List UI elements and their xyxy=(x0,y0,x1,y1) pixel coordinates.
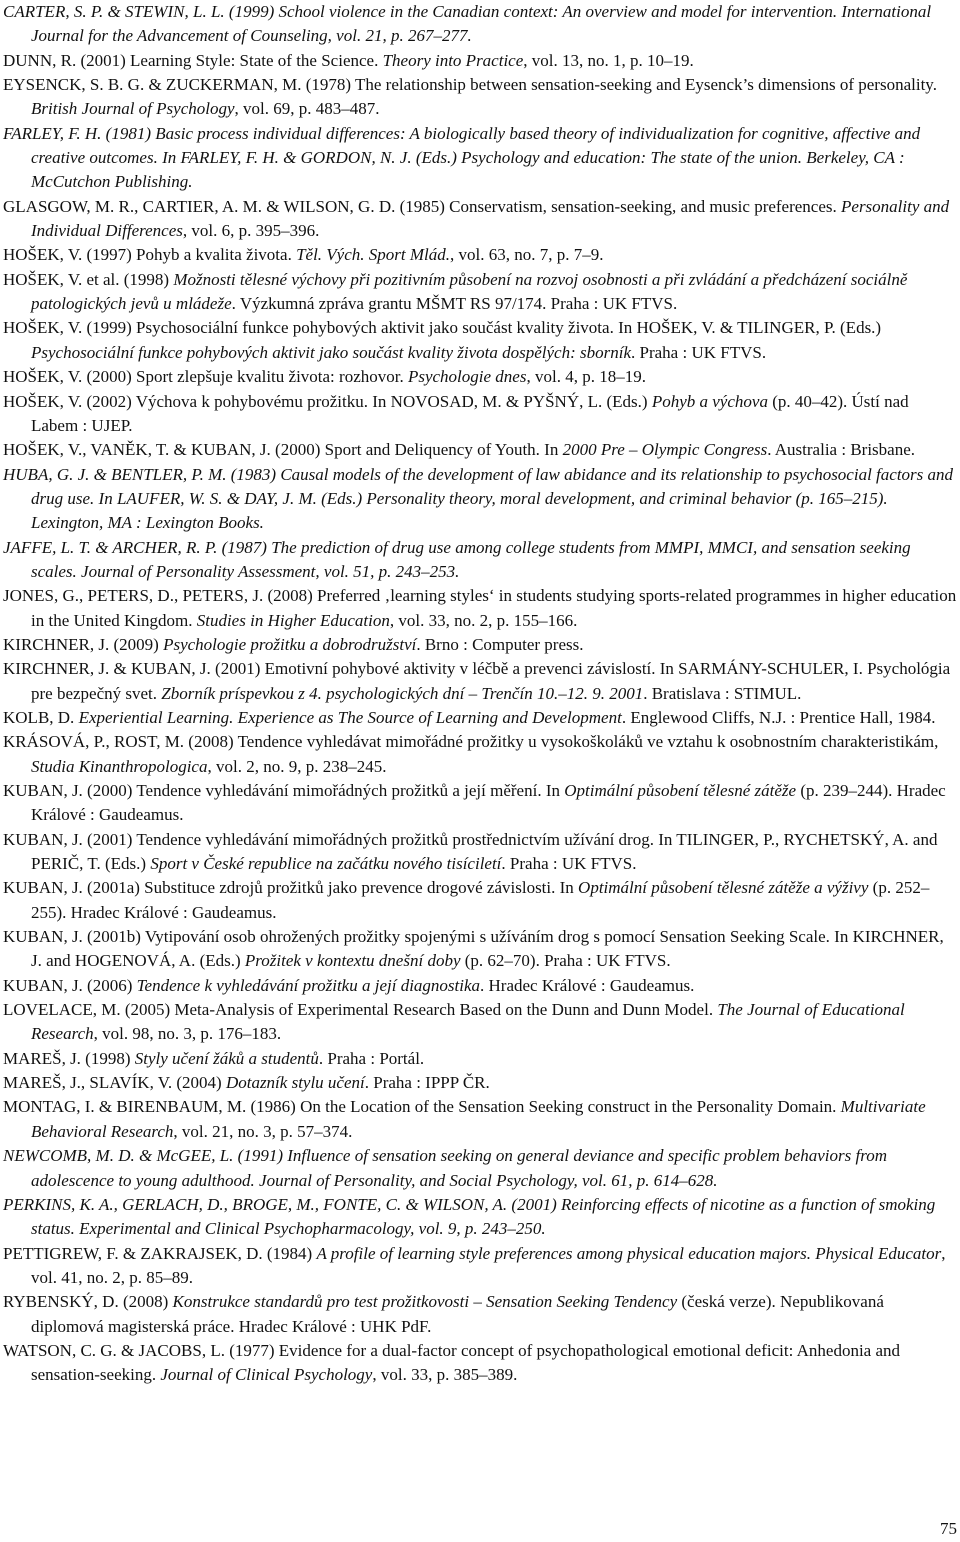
reference-text: HOŠEK, V. (1999) Psychosociální funkce pohybových aktivit jako součást kvality života. In HOŠEK, V. & TILINGER, P. (Eds.) xyxy=(3,318,882,338)
reference-entry xyxy=(3,0,958,49)
reference-text: NEWCOMB, M. D. & McGEE, L. (1991) Influence of sensation seeking on general deviance and specific problem behaviors from adolescence to young adulthood. Journal of Personality, and Social Psychology, vol. 61, p. 614–628. xyxy=(3,1146,887,1190)
reference-text: MONTAG, I. & BIRENBAUM, M. (1986) On the Location of the Sensation Seeking construct in the Personality Domain. xyxy=(3,1097,841,1117)
reference-entry xyxy=(3,49,958,73)
reference-text: . Englewood Cliffs, N.J. : Prentice Hall, 1984. xyxy=(621,707,936,727)
reference-text: (p. 239–244). Hradec Králové : Gaudeamus. xyxy=(31,781,946,825)
reference-title: Journal of Clinical Psychology xyxy=(160,1365,373,1385)
reference-text: (p. 40–42). Ústí nad Labem : UJEP. xyxy=(31,391,909,435)
reference-text: JAFFE, L. T. & ARCHER, R. P. (1987) The prediction of drug use among college students from MMPI, MMCI, and sensation seeking scales. Journal of Personality Assessment, vol. 51, p. 243–253. xyxy=(3,537,911,581)
reference-entry xyxy=(3,706,958,730)
reference-entry xyxy=(3,779,958,828)
reference-text: KUBAN, J. (2006) xyxy=(3,975,137,995)
reference-title: Psychosociální funkce pohybových aktivit jako součást kvality života dospělých: sborník xyxy=(31,342,632,362)
reference-entry xyxy=(3,828,958,877)
reference-title: A profile of learning style preferences among physical education majors. Physical Educator xyxy=(316,1243,942,1263)
reference-title: Dotazník stylu učení xyxy=(225,1073,365,1093)
reference-text: HUBA, G. J. & BENTLER, P. M. (1983) Causal models of the development of law abidance and its relationship to psychosocial factors and drug use. In LAUFER, W. S. & DAY, J. M. (Eds.) Personality theory, moral development, and criminal behavior (p. 165–215). Lexington, MA : Lexington Books. xyxy=(3,464,954,533)
reference-text: , vol. 69, p. 483–487. xyxy=(234,99,380,119)
reference-text: MAREŠ, J., SLAVÍK, V. (2004) xyxy=(3,1073,226,1093)
reference-text: , vol. 33, no. 2, p. 155–166. xyxy=(389,610,578,630)
reference-title: Pohyb a výchova xyxy=(651,391,768,411)
reference-title: Multivariate Behavioral Research xyxy=(31,1097,926,1141)
reference-title: Experiential Learning. Experience as The Source of Learning and Development xyxy=(78,707,622,727)
reference-title: Optimální působení tělesné zátěže xyxy=(564,781,797,800)
reference-text: HOŠEK, V. (1997) Pohyb a kvalita života. xyxy=(3,245,297,265)
reference-entry xyxy=(3,998,958,1047)
reference-text: CARTER, S. P. & STEWIN, L. L. (1999) School violence in the Canadian context: An overview and model for intervention. International Journal for the Advancement of Counseling, vol. 21, p. 267–277. xyxy=(3,2,932,46)
reference-title: Konstrukce standardů pro test prožitkovosti – Sensation Seeking Tendency xyxy=(172,1292,678,1312)
reference-entry xyxy=(3,876,958,925)
reference-entry xyxy=(3,438,958,462)
reference-title: Styly učení žáků a studentů xyxy=(134,1048,319,1068)
page-number: 75 xyxy=(940,1519,957,1538)
reference-text: . Brno : Computer press. xyxy=(416,634,584,654)
reference-text: . Australia : Brisbane. xyxy=(767,440,915,460)
reference-entry xyxy=(3,730,958,779)
reference-text: (p. 252–255). Hradec Králové : Gaudeamus. xyxy=(31,878,930,922)
reference-text: , vol. 41, no. 2, p. 85–89. xyxy=(31,1243,946,1287)
reference-entry xyxy=(3,1047,958,1071)
reference-text: KUBAN, J. (2001) Tendence vyhledávání mimořádných prožitků prostřednictvím užívání drog. In TILINGER, P., RYCHETSKÝ, A. and PERIČ, T. (Eds.) xyxy=(3,829,938,874)
reference-text: , vol. 33, p. 385–389. xyxy=(372,1365,518,1385)
reference-text: LOVELACE, M. (2005) Meta-Analysis of Experimental Research Based on the Dunn and Dunn Model. xyxy=(3,1000,718,1020)
reference-entry xyxy=(3,1242,958,1291)
reference-text: , vol. 6, p. 395–396. xyxy=(182,221,320,241)
reference-entry xyxy=(3,268,958,317)
reference-title: Psychologie prožitku a dobrodružství xyxy=(163,634,417,654)
reference-text: (p. 62–70). Praha : UK FTVS. xyxy=(460,951,671,971)
reference-text: . Praha : IPPP ČR. xyxy=(364,1073,490,1093)
reference-entry xyxy=(3,1339,958,1388)
reference-entry xyxy=(3,1290,958,1339)
reference-title: 2000 Pre – Olympic Congress xyxy=(562,440,768,460)
reference-text: PETTIGREW, F. & ZAKRAJSEK, D. (1984) xyxy=(3,1243,317,1263)
reference-title: Theory into Practice xyxy=(382,50,524,70)
reference-text: KUBAN, J. (2000) Tendence vyhledávání mimořádných prožitků a její měření. In xyxy=(3,781,565,800)
reference-entry xyxy=(3,73,958,122)
reference-text: FARLEY, F. H. (1981) Basic process individual differences: A biologically based theory of individualization for cognitive, affective and creative outcomes. In FARLEY, F. H. & GORDON, N. J. (Eds.) Psychology and education: The state of the union. Berkeley, CA : McCutchon Publishing. xyxy=(3,123,921,192)
reference-entry xyxy=(3,633,958,657)
reference-entry xyxy=(3,1071,958,1095)
reference-text: KIRCHNER, J. & KUBAN, J. (2001) Emotivní pohybové aktivity v léčbě a prevenci závislostí. In SARMÁNY-SCHULER, I. Psychológia pre bezpečný svet. xyxy=(3,659,951,703)
reference-text: , vol. 21, no. 3, p. 57–374. xyxy=(173,1121,353,1141)
reference-text: . Praha : Portál. xyxy=(318,1048,425,1068)
reference-entry xyxy=(3,536,958,585)
reference-text: . Hradec Králové : Gaudeamus. xyxy=(480,975,695,995)
reference-text: HOŠEK, V., VANĚK, T. & KUBAN, J. (2000) Sport and Deliquency of Youth. In xyxy=(3,440,563,460)
reference-text: KUBAN, J. (2001a) Substituce zdrojů prožitků jako prevence drogové závislosti. In xyxy=(3,878,579,898)
reference-title: The Journal of Educational Research xyxy=(31,1000,905,1044)
reference-entry xyxy=(3,657,958,706)
reference-title: Studies in Higher Education xyxy=(196,610,390,630)
reference-entry xyxy=(3,1193,958,1242)
reference-text: , vol. 63, no. 7, p. 7–9. xyxy=(450,245,604,265)
reference-text: KUBAN, J. (2001b) Vytipování osob ohrožených prožitky spojenými s užíváním drog s pomocí Sensation Seeking Scale. In KIRCHNER, J. and HOGENOVÁ, A. (Eds.) xyxy=(3,927,944,971)
reference-title: British Journal of Psychology xyxy=(31,99,235,119)
reference-text: GLASGOW, M. R., CARTIER, A. M. & WILSON, G. D. (1985) Conservatism, sensation-seeking, and music preferences. xyxy=(3,196,842,216)
reference-text: KOLB, D. xyxy=(3,707,79,727)
reference-title: Prožitek v kontextu dnešní doby xyxy=(244,951,461,971)
reference-title: Tendence k vyhledávání prožitku a její diagnostika xyxy=(136,975,481,995)
reference-text: HOŠEK, V. (2002) Výchova k pohybovému prožitku. In NOVOSAD, M. & PYŠNÝ, L. (Eds.) xyxy=(3,391,652,411)
reference-text: , vol. 98, no. 3, p. 176–183. xyxy=(93,1024,282,1044)
reference-text: KRÁSOVÁ, P., ROST, M. (2008) Tendence vyhledávat mimořádné prožitky u vysokoškoláků ve vztahu k osobnostním charakteristikám, xyxy=(3,732,939,752)
reference-entry xyxy=(3,584,958,633)
reference-title: Personality and Individual Differences xyxy=(31,196,950,241)
reference-entry xyxy=(3,122,958,195)
reference-text: MAREŠ, J. (1998) xyxy=(3,1048,135,1068)
reference-entry xyxy=(3,365,958,389)
reference-text: , vol. 4, p. 18–19. xyxy=(526,367,646,387)
reference-title: Možnosti tělesné výchovy při pozitivním působení na rozvoj osobnosti a při zvládání a předcházení sociálně patologických jevů u mládeže xyxy=(31,269,908,314)
reference-text: , vol. 13, no. 1, p. 10–19. xyxy=(523,50,694,70)
reference-text: WATSON, C. G. & JACOBS, L. (1977) Evidence for a dual-factor concept of psychopathological emotional deficit: Anhedonia and sensation-seeking. xyxy=(3,1340,901,1385)
reference-text: DUNN, R. (2001) Learning Style: State of the Science. xyxy=(3,50,383,70)
reference-text: PERKINS, K. A., GERLACH, D., BROGE, M., FONTE, C. & WILSON, A. (2001) Reinforcing effects of nicotine as a function of smoking status. Experimental and Clinical Psychopharmacology, vol. 9, p. 243–250. xyxy=(3,1194,936,1239)
reference-entry xyxy=(3,463,958,536)
reference-text: RYBENSKÝ, D. (2008) xyxy=(3,1292,173,1312)
reference-entry xyxy=(3,316,958,365)
reference-text: . Bratislava : STIMUL. xyxy=(643,683,802,703)
reference-text: . Výzkumná zpráva grantu MŠMT RS 97/174. Praha : UK FTVS. xyxy=(231,294,678,314)
reference-entry xyxy=(3,1144,958,1193)
reference-title: Zborník príspevkou z 4. psychologických dní – Trenčín 10.–12. 9. 2001 xyxy=(161,683,644,703)
reference-entry xyxy=(3,195,958,244)
reference-text: , vol. 2, no. 9, p. 238–245. xyxy=(207,756,387,776)
reference-text: . Praha : UK FTVS. xyxy=(631,342,767,362)
reference-text: HOŠEK, V. (2000) Sport zlepšuje kvalitu života: rozhovor. xyxy=(3,367,408,387)
reference-title: Psychologie dnes xyxy=(407,367,527,387)
reference-entry xyxy=(3,390,958,439)
reference-text: KIRCHNER, J. (2009) xyxy=(3,634,164,654)
reference-text: JONES, G., PETERS, D., PETERS, J. (2008) Preferred ‚learning styles‘ in students studying sports-related programmes in higher education in the United Kingdom. xyxy=(3,586,957,630)
reference-text: EYSENCK, S. B. G. & ZUCKERMAN, M. (1978) The relationship between sensation-seeking and Eysenck’s dimensions of personality. xyxy=(3,75,937,95)
reference-text: . Praha : UK FTVS. xyxy=(501,854,637,874)
reference-text: (česká verze). Nepublikovaná diplomová magisterská práce. Hradec Králové : UHK PdF. xyxy=(31,1292,884,1336)
reference-title: Optimální působení tělesné zátěže a výživy xyxy=(578,878,869,898)
reference-title: Sport v České republice na začátku nového tisíciletí xyxy=(150,854,502,874)
reference-title: Těl. Vých. Sport Mlád. xyxy=(296,245,450,265)
reference-entry xyxy=(3,925,958,974)
reference-text: HOŠEK, V. et al. (1998) xyxy=(3,269,174,289)
reference-list xyxy=(3,0,958,1388)
reference-title: Studia Kinanthropologica xyxy=(31,756,208,776)
reference-entry xyxy=(3,1095,958,1144)
reference-entry xyxy=(3,243,958,267)
reference-entry xyxy=(3,974,958,998)
